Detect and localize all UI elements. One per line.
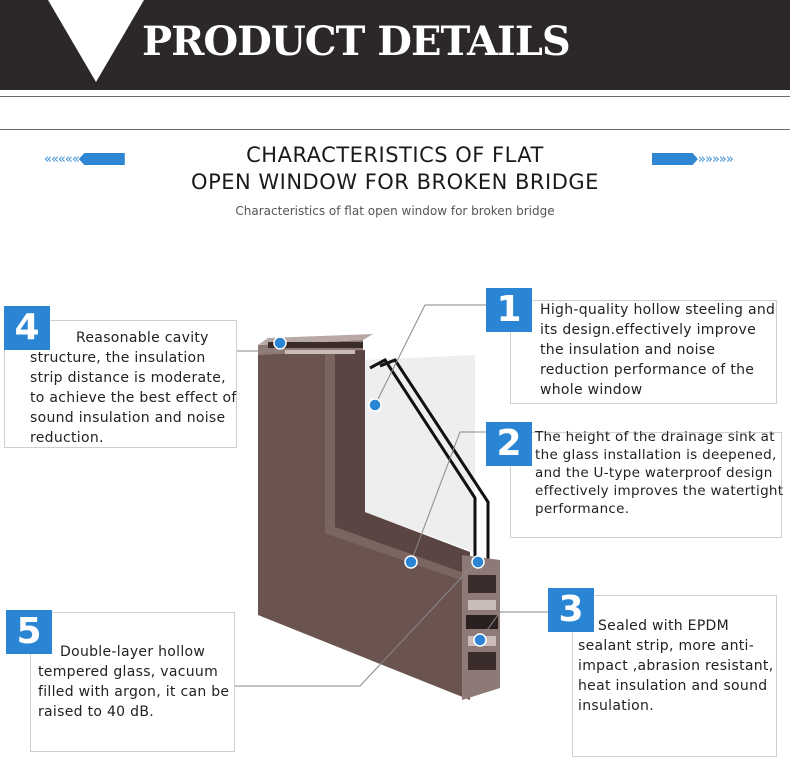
feature-number-5: 5 (6, 610, 52, 654)
left-chevrons-icon: ««««« (44, 151, 79, 167)
feature-text-2: The height of the drainage sink at the glass installation is deepened, and the U-type waterproof design effectively improves the watertight performance. (535, 429, 784, 517)
section-heading-line1: CHARACTERISTICS OF FLAT (246, 143, 544, 167)
callout-dot-3 (474, 634, 486, 646)
feature-number-1: 1 (486, 288, 532, 332)
section-heading-line2: OPEN WINDOW FOR BROKEN BRIDGE (191, 170, 599, 194)
callout-dot-4 (274, 337, 286, 349)
section-subheading: Characteristics of flat open window for broken bridge (235, 204, 555, 218)
feature-text-1: High-quality hollow steeling and its design.effectively improve the insulation and noise reduction performance of the whole window (540, 302, 776, 398)
banner-title: PRODUCT DETAILS (142, 18, 570, 65)
feature-text-5: Double-layer hollow tempered glass, vacuum filled with argon, it can be raised to 40 dB. (38, 644, 230, 720)
feature-text-4: Reasonable cavity structure, the insulation strip distance is moderate, to achieve the best effect of sound insulation and noise reduction. (30, 330, 237, 446)
feature-number-4: 4 (4, 306, 50, 350)
callout-dot-1 (369, 399, 381, 411)
callout-dot-2 (405, 556, 417, 568)
feature-number-3: 3 (548, 588, 594, 632)
right-chevrons-icon: »»»»» (698, 151, 733, 167)
callout-dot-5 (472, 556, 484, 568)
feature-number-2: 2 (486, 422, 532, 466)
feature-text-3: Sealed with EPDM sealant strip, more anti-impact ,abrasion resistant, heat insulation and sound insulation. (578, 618, 774, 714)
